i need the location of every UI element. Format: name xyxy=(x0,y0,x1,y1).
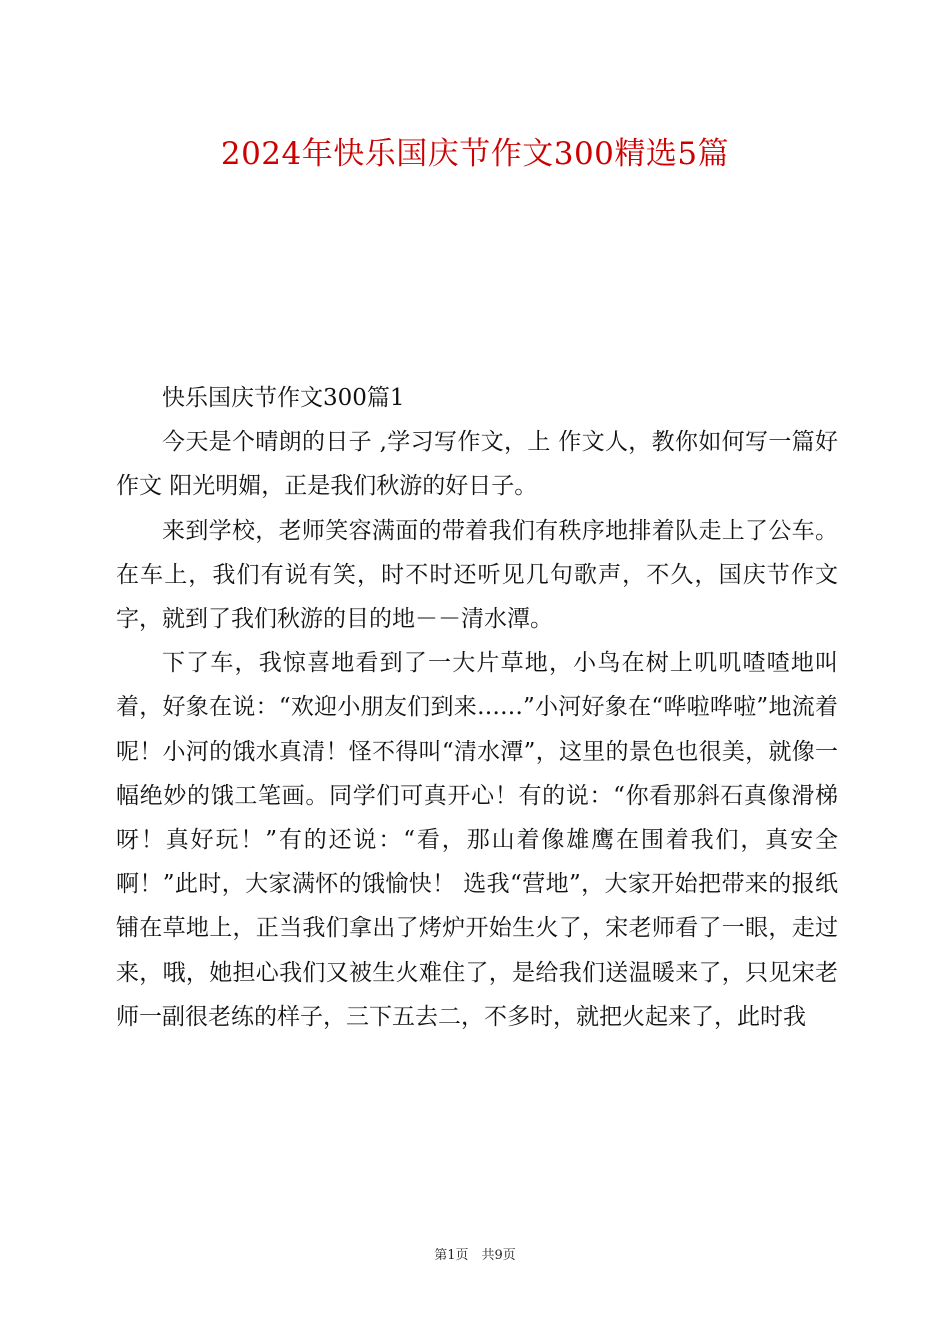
paragraph: 今天是个晴朗的日子 ,学习写作文，上 作文人，教你如何写一篇好作文 阳光明媚，正是我们秋游的好日子。 xyxy=(116,429,838,500)
page-footer: 第1页 共9页 xyxy=(434,1248,516,1263)
section-heading: 快乐国庆节作文300篇1 xyxy=(162,385,405,411)
paragraph: 来到学校，老师笑容满面的带着我们有秩序地排着队走上了公车。在车上，我们有说有笑，时不时还听见几句歌声，不久，国庆节作文字，就到了我们秋游的目的地－－清水潭。 xyxy=(116,517,838,633)
document-title: 2024年快乐国庆节作文300精选5篇 xyxy=(220,136,730,172)
document-body xyxy=(116,376,838,1039)
paragraph: 下了车，我惊喜地看到了一大片草地，小鸟在树上叽叽喳喳地叫着，好象在说：“欢迎小朋友们到来……”小河好象在“哗啦哗啦”地流着呢！小河的饿水真清！怪不得叫“清水潭”，这里的景色也很美，就像一幅绝妙的饿工笔画。同学们可真开心！有的说：“你看那斜石真像滑梯呀！真好玩！”有的还说：“看，那山着像雄鹰在围着我们，真安全啊！”此时，大家满怀的饿愉快！ 选我“营地”，大家开始把带来的报纸铺在草地上，正当我们拿出了烤炉开始生火了，宋老师看了一眼，走过来，哦，她担心我们又被生火难住了，是给我们送温暖来了，只见宋老师一副很老练的样子，三下五去二，不多时，就把火起来了，此时我 xyxy=(116,650,838,1030)
